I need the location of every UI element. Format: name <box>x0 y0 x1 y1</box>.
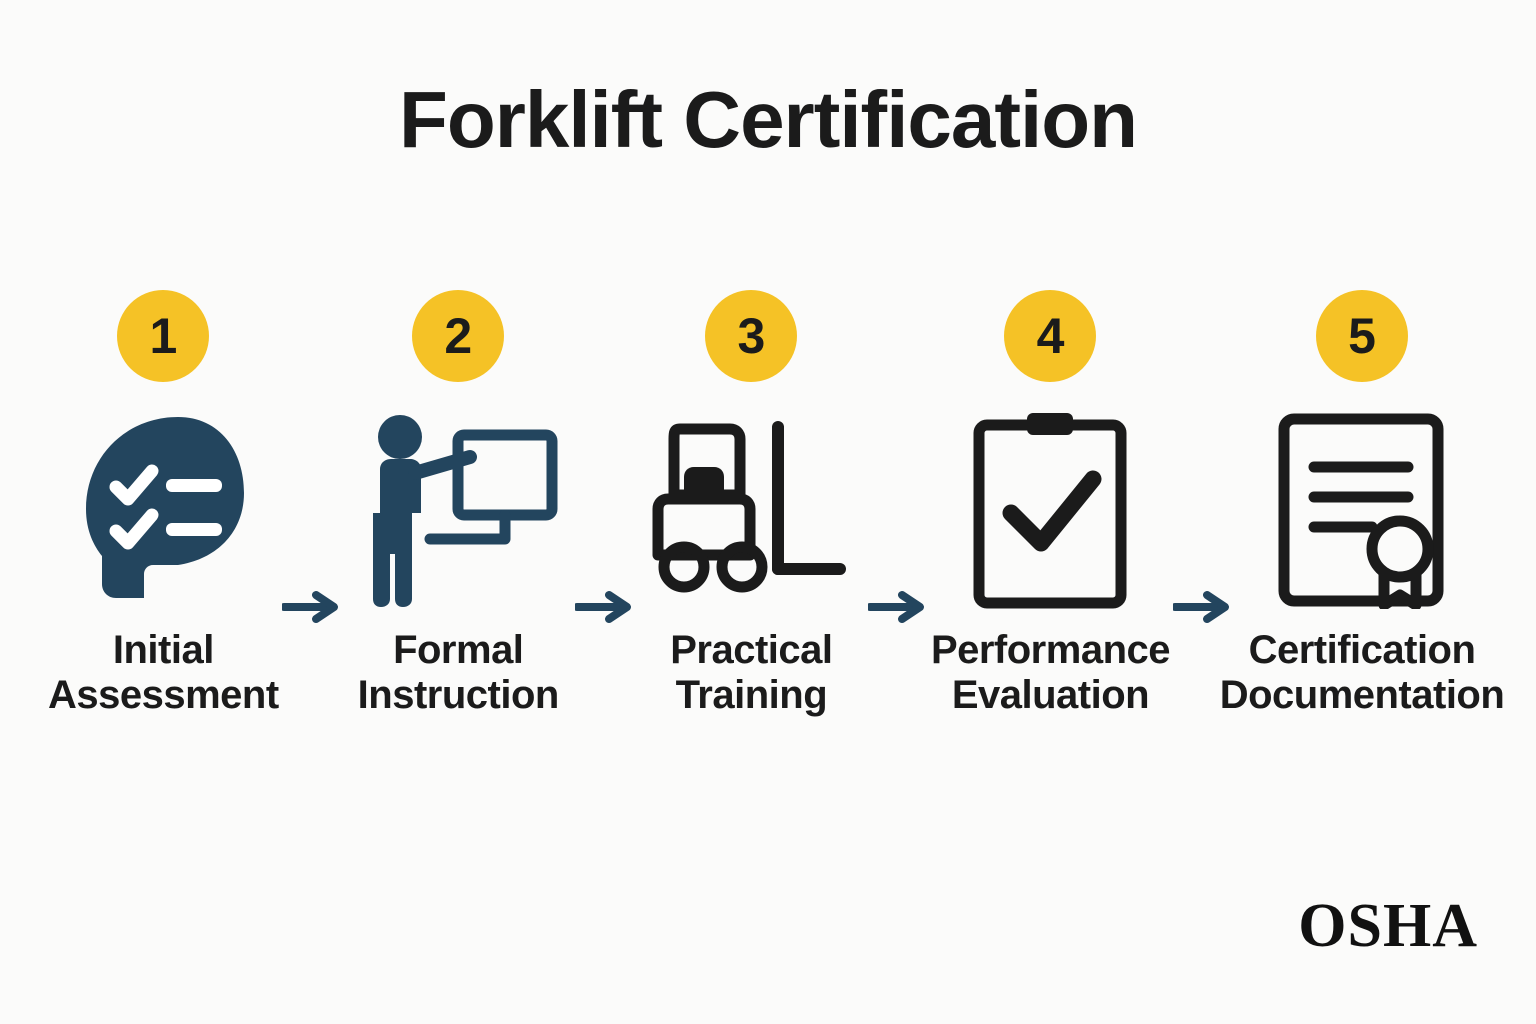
instructor-whiteboard-icon <box>358 404 558 614</box>
step-formal-instruction <box>345 290 572 718</box>
step-label <box>358 628 559 718</box>
step-performance-evaluation <box>931 290 1170 718</box>
osha-logo: OSHA <box>1298 892 1478 960</box>
step-label-line1: Formal <box>393 628 524 672</box>
step-number-badge: 5 <box>1316 290 1408 382</box>
step-number-badge: 1 <box>117 290 209 382</box>
head-checklist-icon <box>68 404 258 614</box>
step-initial-assessment <box>48 290 279 718</box>
step-certification-documentation <box>1219 290 1505 718</box>
arrow-right-icon <box>1170 590 1236 624</box>
clipboard-check-icon <box>965 404 1135 614</box>
arrow-right-icon <box>865 590 931 624</box>
step-label-line2: Instruction <box>357 672 559 717</box>
arrow-right-icon <box>572 590 638 624</box>
step-label-line2: Assessment <box>48 672 279 717</box>
step-label-line2: Training <box>675 672 828 717</box>
page-title: Forklift Certification <box>398 75 1138 164</box>
step-label <box>48 628 279 718</box>
step-label <box>1220 628 1505 718</box>
step-number-badge: 3 <box>705 290 797 382</box>
step-practical-training <box>638 290 865 718</box>
process-flow <box>48 290 1505 718</box>
step-label <box>670 628 832 718</box>
step-label-line1: Initial <box>112 628 214 672</box>
step-label-line1: Practical <box>670 628 833 672</box>
certificate-icon <box>1272 404 1452 614</box>
forklift-icon <box>644 404 859 614</box>
arrow-right-icon <box>279 590 345 624</box>
step-label <box>931 628 1170 718</box>
step-label-line1: Performance <box>930 628 1170 672</box>
step-label-line1: Certification <box>1248 628 1476 672</box>
step-label-line2: Evaluation <box>951 672 1150 717</box>
step-number-badge: 2 <box>412 290 504 382</box>
step-label-line2: Documentation <box>1219 672 1505 717</box>
step-number-badge: 4 <box>1004 290 1096 382</box>
